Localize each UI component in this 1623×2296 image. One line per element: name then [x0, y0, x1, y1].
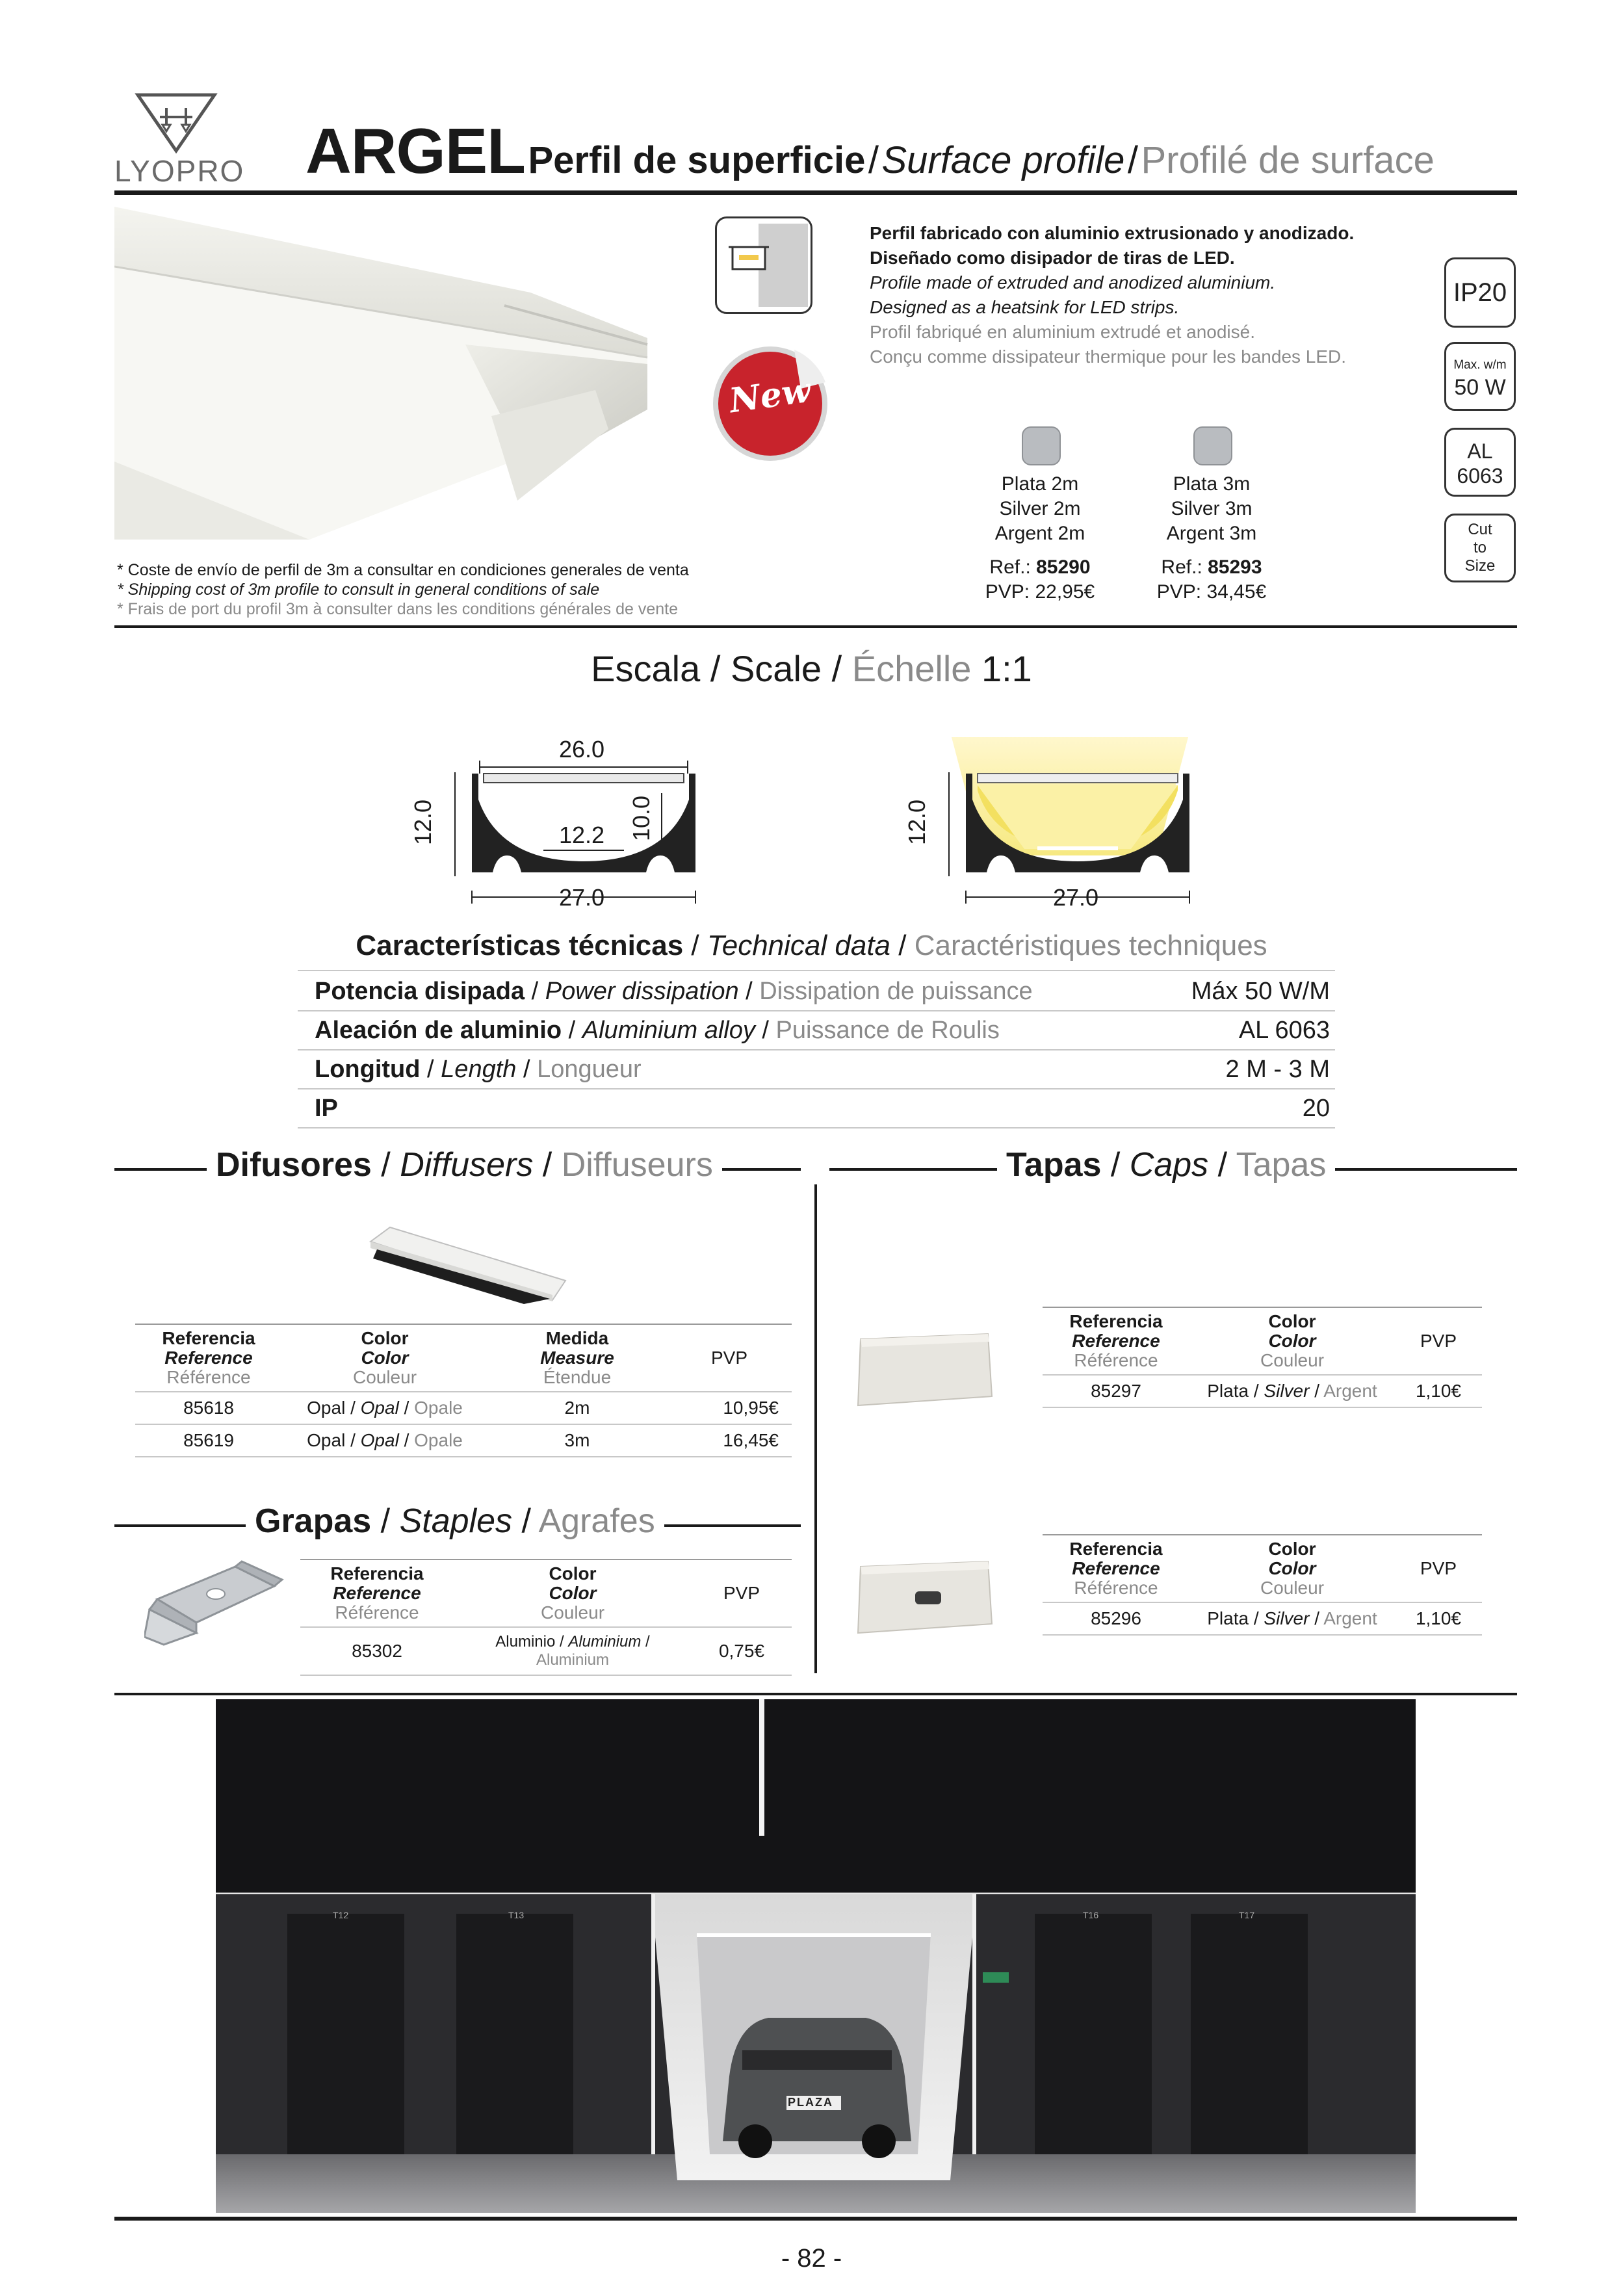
tech-label-fr: Puissance de Roulis	[775, 1017, 1000, 1044]
tech-row-length: Longitud / Length / Longueur 2 M - 3 M	[298, 1049, 1335, 1089]
subtitle-fr: Profilé de surface	[1141, 139, 1435, 181]
cell-price: 0,75€	[692, 1627, 792, 1675]
tech-label-es: Longitud	[315, 1056, 421, 1083]
product-name: ARGEL	[305, 115, 525, 187]
intro-es-line: Perfil fabricado con aluminio extrusionado y anodizado.	[870, 223, 1355, 243]
tech-label-fr: Longueur	[537, 1056, 642, 1083]
cell-ref: 85297	[1043, 1375, 1189, 1407]
footer-rule	[114, 2217, 1517, 2221]
tech-label-en: Length	[441, 1056, 517, 1083]
dim-inner-height: 10.0	[628, 795, 655, 841]
page-title	[305, 114, 1435, 188]
section-rule	[114, 625, 1517, 628]
dim-top-width: 26.0	[559, 736, 605, 763]
ref-label: Ref.:	[1161, 556, 1202, 578]
tech-value: Máx 50 W/M	[1191, 978, 1330, 1005]
th-ref-en: Reference	[1072, 1331, 1160, 1351]
ip-rating-value: IP20	[1453, 278, 1507, 307]
table-row	[135, 1392, 792, 1424]
intro-description	[870, 221, 1354, 369]
photo-top-rule	[114, 1693, 1517, 1695]
variant-price: PVP: 34,45€	[1156, 581, 1267, 603]
th-ref-es: Referencia	[162, 1328, 255, 1348]
table-row	[1043, 1375, 1482, 1407]
profile-product-image	[114, 202, 654, 540]
alloy-line: 6063	[1457, 464, 1503, 488]
tech-row-power: Potencia disipada / Power dissipation / Dissipation de puissance Máx 50 W/M	[298, 971, 1335, 1011]
cell-ref: 85619	[135, 1424, 282, 1457]
cut-to-size-badge	[1444, 514, 1516, 582]
intro-fr-line: Profil fabriqué en aluminium extrudé et anodisé.	[870, 322, 1256, 342]
note-en: * Shipping cost of 3m profile to consult in general conditions of sale	[117, 581, 600, 599]
tech-value: 2 M - 3 M	[1225, 1056, 1330, 1083]
cut-line: to	[1473, 539, 1487, 556]
ref-number: 85290	[1036, 556, 1091, 578]
ref-label: Ref.:	[989, 556, 1031, 578]
variant-3m	[1147, 472, 1277, 605]
subtitle-es: Perfil de superficie	[528, 139, 866, 181]
tech-label-es: IP	[315, 1095, 338, 1122]
variant-price: PVP: 22,95€	[985, 581, 1095, 603]
th-ref-fr: Référence	[1074, 1350, 1158, 1370]
intro-es-line: Diseñado como disipador de tiras de LED.	[870, 248, 1235, 268]
intro-en-line: Profile made of extruded and anodized aluminium.	[870, 272, 1276, 293]
variant-es: Plata 2m	[1001, 473, 1079, 495]
dim-height: 12.0	[409, 799, 436, 845]
cell-ref: 85302	[300, 1627, 454, 1675]
diffusers-title-es: Difusores	[216, 1146, 372, 1184]
dim-bottom-width: 27.0	[559, 884, 605, 911]
cell-ref: 85296	[1043, 1602, 1189, 1635]
silver-swatch-icon	[1022, 426, 1061, 465]
th-ref-fr: Référence	[1074, 1578, 1158, 1598]
tech-value: AL 6063	[1238, 1017, 1330, 1044]
variant-2m	[975, 472, 1105, 605]
scale-title: Escala / Scale / Échelle 1:1	[591, 648, 1032, 689]
th-pvp: PVP	[723, 1583, 760, 1603]
variant-fr: Argent 3m	[1166, 523, 1257, 544]
th-ref-fr: Référence	[166, 1367, 251, 1387]
door-label: T17	[1239, 1910, 1255, 1920]
staples-heading: Grapas / Staples / Agrafes	[246, 1502, 664, 1541]
silver-swatch-icon	[1193, 426, 1232, 465]
intro-fr-line: Conçu comme dissipateur thermique pour les bandes LED.	[870, 346, 1347, 367]
tech-title-es: Características técnicas	[356, 930, 684, 961]
diffuser-product-image	[364, 1222, 572, 1307]
alloy-badge	[1444, 428, 1516, 497]
tech-label-en: Power dissipation	[545, 978, 739, 1005]
th-color-en: Color	[1268, 1558, 1316, 1578]
header-rule	[114, 190, 1517, 195]
column-divider	[814, 1184, 817, 1673]
cell-color: Plata / Silver / Argent	[1189, 1375, 1395, 1407]
cell-price: 1,10€	[1395, 1602, 1482, 1635]
caps-title-es: Tapas	[1006, 1146, 1102, 1184]
cell-measure: 2m	[487, 1392, 667, 1424]
page-number: - 82 -	[781, 2244, 842, 2273]
th-ref-es: Referencia	[330, 1563, 424, 1584]
dim-bottom-width-right: 27.0	[1053, 884, 1099, 911]
table-row	[135, 1424, 792, 1457]
variant-en: Silver 2m	[999, 498, 1081, 519]
shipping-notes	[117, 560, 689, 619]
cell-color: Opal / Opal / Opale	[282, 1392, 487, 1424]
cell-ref: 85618	[135, 1392, 282, 1424]
dim-inner-width: 12.2	[559, 822, 605, 848]
tech-row-ip	[298, 1088, 1335, 1128]
alloy-line: AL	[1467, 439, 1493, 463]
scale-en: Scale	[730, 648, 822, 689]
th-measure-es: Medida	[545, 1328, 609, 1348]
th-pvp: PVP	[710, 1348, 748, 1368]
subtitle-en: Surface profile	[881, 139, 1125, 181]
caps-title-fr: Tapas	[1236, 1146, 1327, 1184]
scale-ratio: 1:1	[981, 648, 1032, 689]
tech-data-title: Características técnicas / Technical data / Caractéristiques techniques	[356, 930, 1267, 961]
end-cap-image	[851, 1326, 1001, 1411]
ip-rating-badge	[1444, 257, 1516, 328]
garage-application-photo	[216, 1699, 1416, 2213]
dim-height-right: 12.0	[903, 799, 930, 845]
tech-label-en: Aluminium alloy	[582, 1017, 755, 1044]
diffusers-title-en: Diffusers	[400, 1146, 534, 1184]
staple-product-image	[144, 1560, 287, 1658]
th-ref-es: Referencia	[1069, 1539, 1163, 1559]
th-color-fr: Couleur	[1260, 1578, 1325, 1598]
plate-text: PLAZA	[788, 2096, 833, 2109]
door-label: T12	[333, 1910, 349, 1920]
cell-color: Aluminio / Aluminium / Aluminium	[454, 1627, 692, 1675]
staples-title-en: Staples	[399, 1502, 513, 1540]
caps-heading: Tapas / Caps / Tapas	[997, 1145, 1335, 1184]
th-ref-fr: Référence	[335, 1602, 419, 1623]
th-color-en: Color	[1268, 1331, 1316, 1351]
th-color-en: Color	[549, 1583, 597, 1603]
cell-measure: 3m	[487, 1424, 667, 1457]
tech-label-es: Potencia disipada	[315, 978, 525, 1005]
tech-value: 20	[1302, 1095, 1330, 1122]
max-power-value: 50 W	[1454, 375, 1506, 400]
cell-price: 1,10€	[1395, 1375, 1482, 1407]
max-power-label: Max. w/m	[1453, 358, 1507, 372]
variant-fr: Argent 2m	[994, 523, 1085, 544]
intro-en-line: Designed as a heatsink for LED strips.	[870, 297, 1180, 317]
th-ref-en: Reference	[164, 1348, 253, 1368]
staples-title-es: Grapas	[255, 1502, 372, 1540]
th-color-fr: Couleur	[540, 1602, 605, 1623]
brand-name: LYOPRO	[114, 154, 245, 188]
staples-title-fr: Agrafes	[538, 1502, 655, 1540]
table-row	[300, 1627, 792, 1675]
cell-price: 16,45€	[667, 1424, 792, 1457]
max-power-badge	[1444, 342, 1516, 411]
th-color-fr: Couleur	[1260, 1350, 1325, 1370]
title-separator: /	[1127, 139, 1139, 181]
ref-number: 85293	[1208, 556, 1262, 578]
tech-title-fr: Caractéristiques techniques	[914, 930, 1267, 961]
th-color-fr: Couleur	[352, 1367, 417, 1387]
cell-color: Plata / Silver / Argent	[1189, 1602, 1395, 1635]
diffusers-table	[135, 1324, 792, 1457]
cell-price: 10,95€	[667, 1392, 792, 1424]
surface-mount-icon	[715, 216, 812, 314]
variant-en: Silver 3m	[1171, 498, 1253, 519]
door-label: T13	[508, 1910, 525, 1920]
tech-title-en: Technical data	[707, 930, 891, 961]
staples-table	[300, 1559, 792, 1676]
table-row	[1043, 1602, 1482, 1635]
tech-label-fr: Dissipation de puissance	[759, 978, 1033, 1005]
new-badge-label: New	[727, 370, 814, 421]
brand-logo-icon	[134, 91, 218, 156]
th-pvp: PVP	[1420, 1558, 1457, 1578]
title-separator: /	[868, 139, 879, 181]
caps-table-2	[1043, 1534, 1482, 1636]
tech-label-es: Aleación de aluminio	[315, 1017, 562, 1044]
caps-title-en: Caps	[1129, 1146, 1209, 1184]
scale-es: Escala	[591, 648, 701, 689]
note-es: * Coste de envío de perfil de 3m a consultar en condiciones generales de venta	[117, 561, 689, 579]
cell-color: Opal / Opal / Opale	[282, 1424, 487, 1457]
th-color-es: Color	[1268, 1539, 1316, 1559]
tech-row-alloy: Aleación de aluminio / Aluminium alloy / Puissance de Roulis AL 6063	[298, 1010, 1335, 1050]
cut-line: Cut	[1468, 521, 1492, 538]
th-color-en: Color	[361, 1348, 409, 1368]
th-pvp: PVP	[1420, 1331, 1457, 1351]
th-ref-en: Reference	[333, 1583, 421, 1603]
door-label: T16	[1083, 1910, 1099, 1920]
note-fr: * Frais de port du profil 3m à consulter dans les conditions générales de vente	[117, 600, 678, 618]
th-ref-es: Referencia	[1069, 1311, 1163, 1331]
th-ref-en: Reference	[1072, 1558, 1160, 1578]
diffusers-heading: Difusores / Diffusers / Diffuseurs	[207, 1145, 722, 1184]
scale-fr: Échelle	[851, 648, 972, 689]
th-measure-fr: Étendue	[543, 1367, 612, 1387]
diffusers-title-fr: Diffuseurs	[561, 1146, 713, 1184]
cut-line: Size	[1464, 557, 1496, 575]
th-color-es: Color	[549, 1563, 597, 1584]
th-color-es: Color	[1268, 1311, 1316, 1331]
end-cap-with-hole-image	[851, 1554, 1001, 1638]
variant-es: Plata 3m	[1173, 473, 1251, 495]
caps-table-1	[1043, 1307, 1482, 1408]
th-color-es: Color	[361, 1328, 409, 1348]
th-measure-en: Measure	[540, 1348, 614, 1368]
